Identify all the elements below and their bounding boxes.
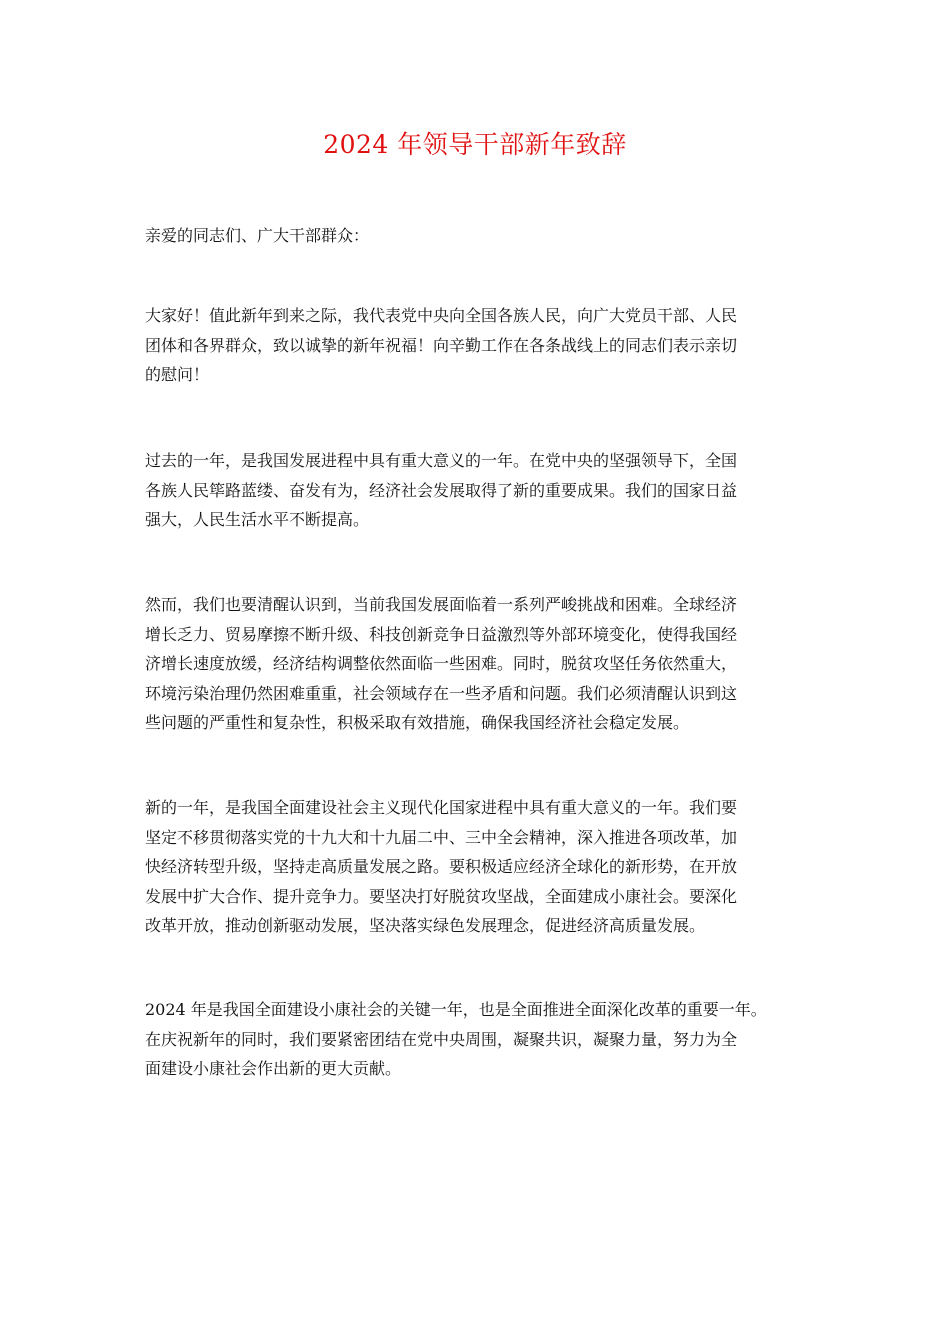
paragraph-line: 各族人民筚路蓝缕、奋发有为，经济社会发展取得了新的重要成果。我们的国家日益 (145, 480, 738, 500)
new-year-paragraph (145, 793, 737, 941)
paragraph-line: 亲爱的同志们、广大干部群众： (145, 226, 370, 245)
greeting-paragraph (145, 301, 737, 390)
paragraph-line: 济增长速度放缓，经济结构调整依然面临一些困难。同时，脱贫攻坚任务依然重大， (145, 654, 738, 673)
paragraph-line: 过去的一年，是我国发展进程中具有重大意义的一年。在党中央的坚强领导下，全国 (145, 451, 738, 470)
paragraph-line: 新的一年，是我国全面建设社会主义现代化国家进程中具有重大意义的一年。我们要 (145, 798, 738, 817)
paragraph-line: 坚定不移贯彻落实党的十九大和十九届二中、三中全会精神，深入推进各项改革，加 (145, 827, 738, 847)
paragraph-line: 环境污染治理仍然困难重重，社会领域存在一些矛盾和问题。我们必须清醒认识到这 (145, 683, 738, 703)
salutation-paragraph (145, 221, 369, 251)
past-year-paragraph (145, 446, 737, 535)
paragraph-line: 然而，我们也要清醒认识到，当前我国发展面临着一系列严峻挑战和困难。全球经济 (145, 595, 738, 614)
paragraph-line: 面建设小康社会作出新的更大贡献。 (145, 1059, 402, 1078)
document-title: 2024 年领导干部新年致辞 (323, 130, 627, 159)
paragraph-line: 增长乏力、贸易摩擦不断升级、科技创新竞争日益激烈等外部环境变化，使得我国经 (145, 624, 738, 644)
closing-paragraph (145, 995, 767, 1084)
paragraph-line: 大家好！值此新年到来之际，我代表党中央向全国各族人民，向广大党员干部、人民 (145, 306, 738, 325)
paragraph-line: 些问题的严重性和复杂性，积极采取有效措施，确保我国经济社会稳定发展。 (145, 713, 690, 732)
paragraph-line: 强大，人民生活水平不断提高。 (145, 510, 370, 529)
paragraph-line: 在庆祝新年的同时，我们要紧密团结在党中央周围，凝聚共识，凝聚力量，努力为全 (145, 1029, 738, 1049)
paragraph-line: 发展中扩大合作、提升竞争力。要坚决打好脱贫攻坚战，全面建成小康社会。要深化 (145, 886, 738, 906)
challenges-paragraph (145, 590, 737, 738)
paragraph-line: 2024 年是我国全面建设小康社会的关键一年，也是全面推进全面深化改革的重要一年。 (145, 1000, 767, 1019)
paragraph-line: 团体和各界群众，致以诚挚的新年祝福！向辛勤工作在各条战线上的同志们表示亲切 (145, 335, 738, 355)
paragraph-line: 的慰问！ (145, 365, 210, 384)
paragraph-line: 快经济转型升级，坚持走高质量发展之路。要积极适应经济全球化的新形势，在开放 (145, 857, 738, 876)
paragraph-line: 改革开放，推动创新驱动发展，坚决落实绿色发展理念，促进经济高质量发展。 (145, 916, 706, 935)
